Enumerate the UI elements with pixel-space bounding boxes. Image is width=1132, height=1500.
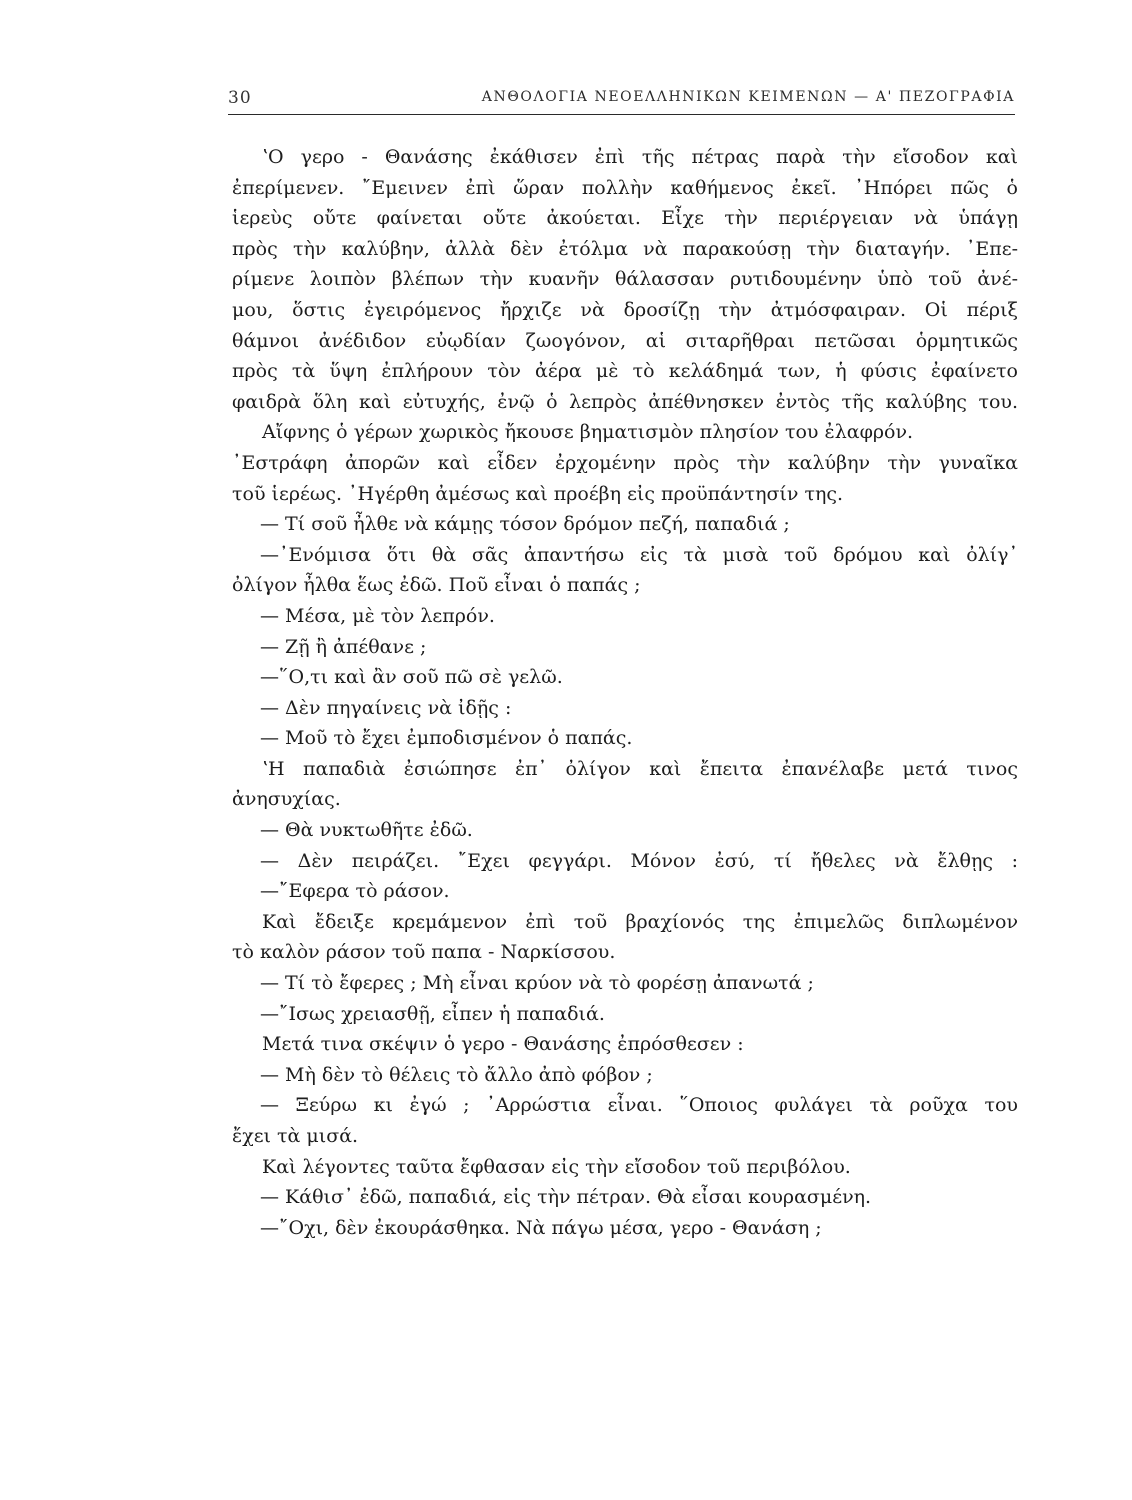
text-line: ἐπερίμενεν. ῎Εμεινεν ἐπὶ ὥραν πολλὴν καθήμενος ἐκεῖ. ᾿Ηπόρει πῶς ὁ bbox=[232, 176, 1018, 199]
text-line: ρίμενε λοιπὸν βλέπων τὴν κυανῆν θάλασσαν ρυτιδουμένην ὑπὸ τοῦ ἀνέ- bbox=[232, 268, 1018, 291]
text-line: Μετά τινα σκέψιν ὁ γερο - Θανάσης ἐπρόσθεσεν : bbox=[262, 1033, 744, 1056]
text-line: ᾿Εστράφη ἀπορῶν καὶ εἶδεν ἐρχομένην πρὸς τὴν καλύβην τὴν γυναῖκα bbox=[232, 451, 1018, 474]
dialogue-line: —῎Οχι, δὲν ἐκουράσθηκα. Νὰ πάγω μέσα, γερο - Θανάση ; bbox=[260, 1216, 822, 1239]
dialogue-line: — Δὲν πηγαίνεις νὰ ἰδῇς : bbox=[260, 696, 512, 719]
page-number: 30 bbox=[228, 88, 252, 108]
dialogue-line: — Ζῇ ἢ ἀπέθανε ; bbox=[260, 635, 427, 658]
text-line: ἔχει τὰ μισά. bbox=[232, 1125, 359, 1147]
dialogue-line: — Κάθισ᾿ ἐδῶ, παπαδιά, εἰς τὴν πέτραν. Θὰ εἶσαι κουρασμένη. bbox=[260, 1186, 872, 1209]
body-text bbox=[232, 142, 1018, 1243]
dialogue-line: — Δὲν πειράζει. ῎Εχει φεγγάρι. Μόνον ἐσύ, τί ἤθελες νὰ ἔλθῃς : bbox=[260, 849, 1018, 872]
text-line: τοῦ ἱερέως. ᾿Ηγέρθη ἀμέσως καὶ προέβη εἰς προϋπάντησίν της. bbox=[232, 482, 844, 505]
page-header bbox=[228, 88, 1015, 115]
text-line: μου, ὅστις ἐγειρόμενος ἤρχιζε νὰ δροσίζῃ τὴν ἀτμόσφαιραν. Οἱ πέριξ bbox=[232, 298, 1018, 321]
dialogue-line: —῎Εφερα τὸ ράσον. bbox=[260, 880, 450, 903]
text-line: ʽΟ γερο - Θανάσης ἐκάθισεν ἐπὶ τῆς πέτρας παρὰ τὴν εἴσοδον καὶ bbox=[262, 146, 1018, 168]
text-line: φαιδρὰ ὅλη καὶ εὐτυχής, ἐνῷ ὁ λεπρὸς ἀπέθνησκεν ἐντὸς τῆς καλύβης του. bbox=[232, 390, 1018, 413]
dialogue-line: —᾿Ενόμισα ὅτι θὰ σᾶς ἀπαντήσω εἰς τὰ μισὰ τοῦ δρόμου καὶ ὀλίγ᾿ bbox=[260, 543, 1018, 566]
dialogue-line: — Θὰ νυκτωθῆτε ἐδῶ. bbox=[260, 819, 473, 842]
text-line: Καὶ λέγοντες ταῦτα ἔφθασαν εἰς τὴν εἴσοδον τοῦ περιβόλου. bbox=[262, 1155, 851, 1178]
text-line: θάμνοι ἀνέδιδον εὐῳδίαν ζωογόνον, αἱ σιταρῆθραι πετῶσαι ὁρμητικῶς bbox=[232, 329, 1018, 352]
dialogue-line: — Μὴ δὲν τὸ θέλεις τὸ ἄλλο ἀπὸ φόβον ; bbox=[260, 1063, 653, 1086]
dialogue-line: —῞Ο,τι καὶ ἂν σοῦ πῶ σὲ γελῶ. bbox=[260, 666, 563, 689]
text-line: ʽΗ παπαδιὰ ἐσιώπησε ἐπ᾿ ὀλίγον καὶ ἔπειτα ἐπανέλαβε μετά τινος bbox=[262, 757, 1018, 780]
text-line: Καὶ ἔδειξε κρεμάμενον ἐπὶ τοῦ βραχίονός της ἐπιμελῶς διπλωμένον bbox=[262, 910, 1018, 933]
text-line: ἀνησυχίας. bbox=[232, 788, 341, 811]
text-line: τὸ καλὸν ράσον τοῦ παπα - Ναρκίσσου. bbox=[232, 941, 616, 964]
running-title: ΑΝΘΟΛΟΓΙΑ ΝΕΟΕΛΛΗΝΙΚΩΝ ΚΕΙΜΕΝΩΝ — Α' ΠΕΖΟΓΡΑΦΙΑ bbox=[481, 89, 1015, 105]
text-line: ὀλίγον ἦλθα ἕως ἐδῶ. Ποῦ εἶναι ὁ παπάς ; bbox=[232, 574, 641, 597]
dialogue-line: — Τί σοῦ ἦλθε νὰ κάμῃς τόσον δρόμον πεζή, παπαδιά ; bbox=[260, 513, 790, 536]
dialogue-line: — Ξεύρω κι ἐγώ ; ᾿Αρρώστια εἶναι. ῞Οποιος φυλάγει τὰ ροῦχα του bbox=[260, 1094, 1018, 1117]
dialogue-line: — Μέσα, μὲ τὸν λεπρόν. bbox=[260, 604, 495, 627]
text-line: πρὸς τὰ ὕψη ἐπλήρουν τὸν ἀέρα μὲ τὸ κελάδημά των, ἡ φύσις ἐφαίνετο bbox=[232, 360, 1018, 383]
dialogue-line: — Μοῦ τὸ ἔχει ἐμποδισμένον ὁ παπάς. bbox=[260, 727, 633, 750]
text-line: πρὸς τὴν καλύβην, ἀλλὰ δὲν ἐτόλμα νὰ παρακούσῃ τὴν διαταγήν. ᾿Επε- bbox=[232, 237, 1018, 260]
text-line: ἱερεὺς οὔτε φαίνεται οὔτε ἀκούεται. Εἶχε τὴν περιέργειαν νὰ ὑπάγῃ bbox=[232, 207, 1018, 230]
dialogue-line: — Τί τὸ ἔφερες ; Μὴ εἶναι κρύον νὰ τὸ φορέσῃ ἀπανωτά ; bbox=[260, 972, 814, 995]
dialogue-line: —῎Ισως χρειασθῇ, εἶπεν ἡ παπαδιά. bbox=[260, 1002, 605, 1025]
text-line: Αἴφνης ὁ γέρων χωρικὸς ἤκουσε βηματισμὸν πλησίον του ἐλαφρόν. bbox=[262, 421, 914, 444]
